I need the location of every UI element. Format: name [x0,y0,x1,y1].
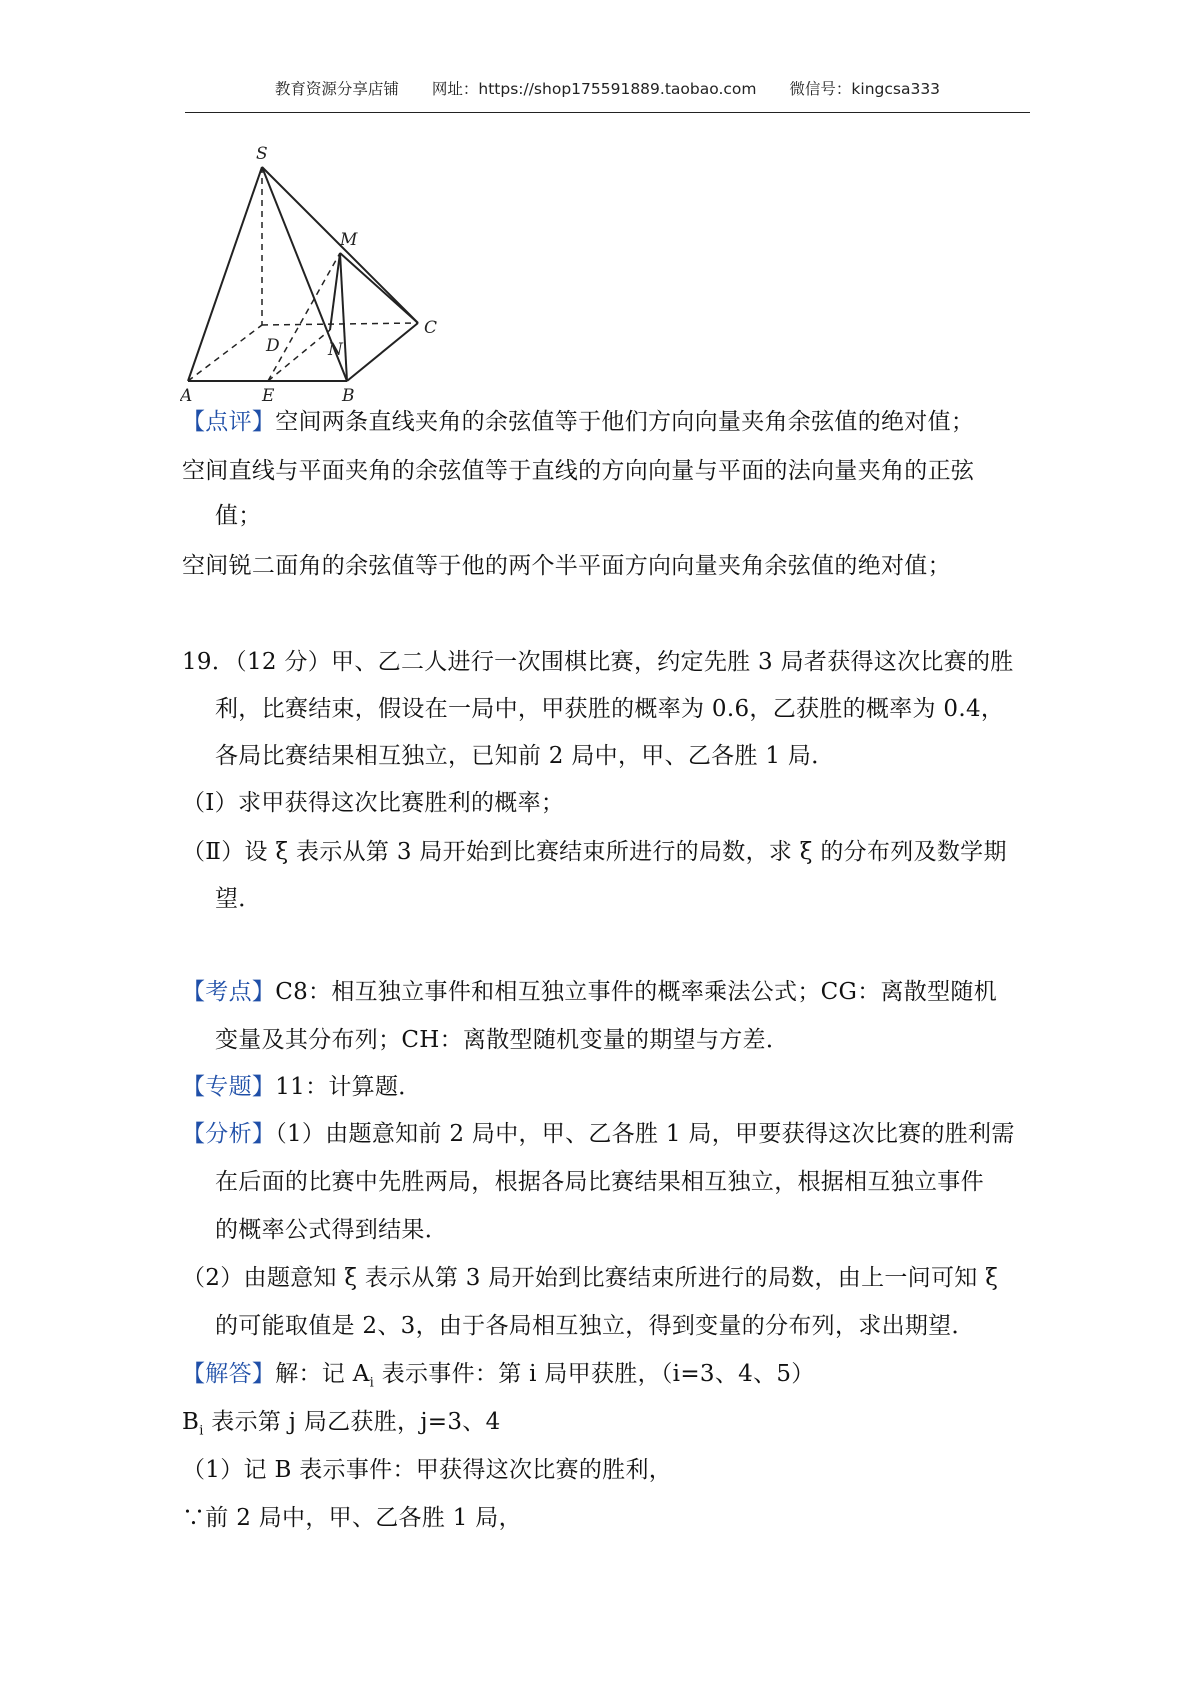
fenxi-text-1: （1）由题意知前 2 局中，甲、乙各胜 1 局，甲要获得这次比赛的胜利需 [275,1121,1015,1147]
jieda-tag: 【解答】 [182,1361,276,1387]
vertex-label-d: D [266,336,280,356]
comment-line-1 [182,406,974,438]
comment-line-4: 空间锐二面角的余弦值等于他的两个半平面方向向量夹角余弦值的绝对值； [182,553,951,579]
problem-line-1: 19．（12 分）甲、乙二人进行一次围棋比赛，约定先胜 3 局者获得这次比赛的胜 [182,649,1014,675]
fenxi-line-5: 的可能取值是 2、3，由于各局相互独立，得到变量的分布列，求出期望． [215,1313,975,1339]
comment-line-3: 值； [215,503,262,529]
header-shop: 教育资源分享店铺 [274,80,399,98]
vertex-label-m: M [340,230,358,250]
vertex-label-c: C [424,318,438,338]
vertex-label-a: A [180,386,193,405]
pyramid-hidden-edges [188,167,418,381]
jieda-text-1b: 表示事件：第 i 局甲获胜，（i=3、4、5） [374,1361,815,1387]
page-header [185,76,1030,113]
fenxi-line-1 [182,1118,1015,1150]
fenxi-line-3: 的概率公式得到结果． [215,1217,448,1243]
comment-line-2: 空间直线与平面夹角的余弦值等于直线的方向向量与平面的法向量夹角的正弦 [182,458,975,484]
fenxi-line-2: 在后面的比赛中先胜两局，根据各局比赛结果相互独立，根据相互独立事件 [215,1169,984,1195]
fenxi-tag: 【分析】 [182,1121,276,1147]
jieda-text-2b: 表示第 j 局乙获胜，j=3、4 [203,1409,501,1435]
zhuanti-line [182,1071,422,1103]
zhuanti-tag: 【专题】 [182,1074,276,1100]
kaodian-tag: 【考点】 [182,979,276,1005]
header-url: 网址：https://shop175591889.taobao.com [431,80,757,98]
vertex-label-b: B [342,386,355,405]
problem-part-2b: 望． [215,886,262,912]
jieda-line-4: ∵前 2 局中，甲、乙各胜 1 局， [182,1505,522,1531]
problem-line-2: 利，比赛结束，假设在一局中，甲获胜的概率为 0.6，乙获胜的概率为 0.4， [215,696,1005,722]
kaodian-text-1: C8：相互独立事件和相互独立事件的概率乘法公式；CG：离散型随机 [275,979,998,1005]
jieda-text-1a: 解：记 A [275,1361,370,1387]
vertex-label-e: E [262,386,275,405]
jieda-sub-1: i [369,1375,375,1391]
pyramid-solid-edges [188,167,418,381]
jieda-line-2 [182,1406,501,1448]
jieda-line-1 [182,1358,815,1400]
zhuanti-text: 11：计算题． [275,1074,422,1100]
problem-line-3: 各局比赛结果相互独立，已知前 2 局中，甲、乙各胜 1 局． [215,743,835,769]
problem-part-2a: （Ⅱ）设 ξ 表示从第 3 局开始到比赛结束所进行的局数，求 ξ 的分布列及数学期 [182,839,1007,865]
kaodian-line-1 [182,976,997,1008]
jieda-line-3: （1）记 B 表示事件：甲获得这次比赛的胜利， [182,1457,673,1483]
comment-tag: 【点评】 [182,409,276,435]
header-wechat: 微信号：kingcsa333 [789,80,941,98]
vertex-label-s: S [256,145,268,164]
vertex-label-n: N [328,340,343,360]
kaodian-line-2: 变量及其分布列；CH：离散型随机变量的期望与方差． [215,1027,790,1053]
comment-text-1: 空间两条直线夹角的余弦值等于他们方向向量夹角余弦值的绝对值； [275,409,975,435]
jieda-sub-2: i [199,1423,204,1439]
fenxi-line-4: （2）由题意知 ξ 表示从第 3 局开始到比赛结束所进行的局数，由上一问可知 ξ [182,1265,999,1291]
pyramid-figure [180,145,450,405]
jieda-text-2a: B [182,1409,200,1435]
problem-part-1: （Ⅰ）求甲获得这次比赛胜利的概率； [182,790,565,816]
